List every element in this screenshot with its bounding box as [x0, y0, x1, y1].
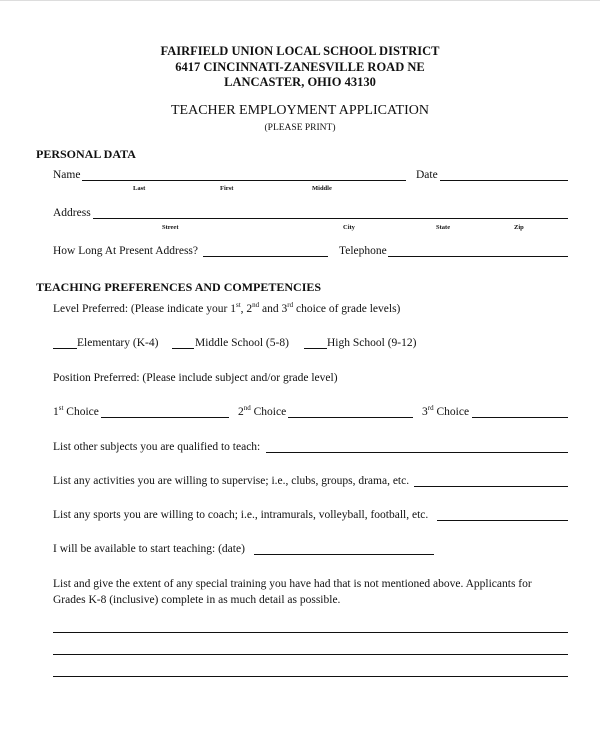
telephone-field[interactable]	[388, 256, 568, 257]
training-label-line2: Grades K-8 (inclusive) complete in as much detail as possible.	[53, 594, 341, 606]
address-sub-state: State	[436, 224, 451, 231]
page-border	[0, 0, 600, 1]
third-choice-field[interactable]	[472, 417, 568, 418]
district-city: LANCASTER, OHIO 43130	[224, 75, 376, 89]
middle-school-field[interactable]	[172, 348, 194, 349]
name-field[interactable]	[82, 180, 406, 181]
address-sub-street: Street	[162, 224, 179, 231]
sports-field[interactable]	[437, 520, 568, 521]
sports-label: List any sports you are willing to coach; i.e., intramurals, volleyball, football, etc.	[53, 509, 429, 521]
position-preferred-label: Position Preferred: (Please include subject and/or grade level)	[53, 372, 338, 384]
elementary-field[interactable]	[53, 348, 77, 349]
high-school-field[interactable]	[304, 348, 327, 349]
training-field-line[interactable]	[53, 632, 568, 633]
date-label: Date	[416, 169, 438, 181]
address-field[interactable]	[93, 218, 568, 219]
teaching-heading: TEACHING PREFERENCES AND COMPETENCIES	[36, 280, 322, 294]
first-choice-label: 1st Choice	[53, 404, 99, 418]
district-address: 6417 CINCINNATI-ZANESVILLE ROAD NE	[175, 60, 425, 74]
name-sub-last: Last	[133, 185, 146, 192]
level-middle-school: Middle School (5-8)	[195, 337, 289, 349]
level-high-school: High School (9-12)	[327, 337, 417, 349]
address-label: Address	[53, 207, 91, 219]
other-subjects-label: List other subjects you are qualified to teach:	[53, 441, 261, 453]
activities-label: List any activities you are willing to supervise; i.e., clubs, groups, drama, etc.	[53, 475, 410, 487]
level-preferred-label: Level Preferred: (Please indicate your 1st, 2nd and 3rd choice of grade levels)	[53, 301, 401, 315]
date-field[interactable]	[440, 180, 568, 181]
training-label-line1: List and give the extent of any special training you have had that is not mentioned above. Applicants for	[53, 578, 532, 590]
training-field-line[interactable]	[53, 676, 568, 677]
other-subjects-field[interactable]	[266, 452, 568, 453]
district-name: FAIRFIELD UNION LOCAL SCHOOL DISTRICT	[160, 44, 440, 58]
activities-field[interactable]	[414, 486, 568, 487]
first-choice-field[interactable]	[101, 417, 229, 418]
name-sub-first: First	[220, 185, 234, 192]
second-choice-field[interactable]	[288, 417, 413, 418]
how-long-field[interactable]	[203, 256, 328, 257]
how-long-label: How Long At Present Address?	[53, 245, 199, 257]
level-elementary: Elementary (K-4)	[77, 337, 159, 349]
telephone-label: Telephone	[339, 245, 387, 257]
third-choice-label: 3rd Choice	[422, 404, 470, 418]
name-label: Name	[53, 169, 81, 181]
training-field-line[interactable]	[53, 654, 568, 655]
address-sub-zip: Zip	[514, 224, 524, 231]
form-title: TEACHER EMPLOYMENT APPLICATION	[171, 103, 429, 118]
available-date-field[interactable]	[254, 554, 434, 555]
name-sub-middle: Middle	[312, 185, 332, 192]
address-sub-city: City	[343, 224, 355, 231]
second-choice-label: 2nd Choice	[238, 404, 287, 418]
form-subtitle: (PLEASE PRINT)	[264, 123, 336, 133]
available-label: I will be available to start teaching: (date)	[53, 543, 245, 555]
personal-heading: PERSONAL DATA	[36, 147, 136, 161]
